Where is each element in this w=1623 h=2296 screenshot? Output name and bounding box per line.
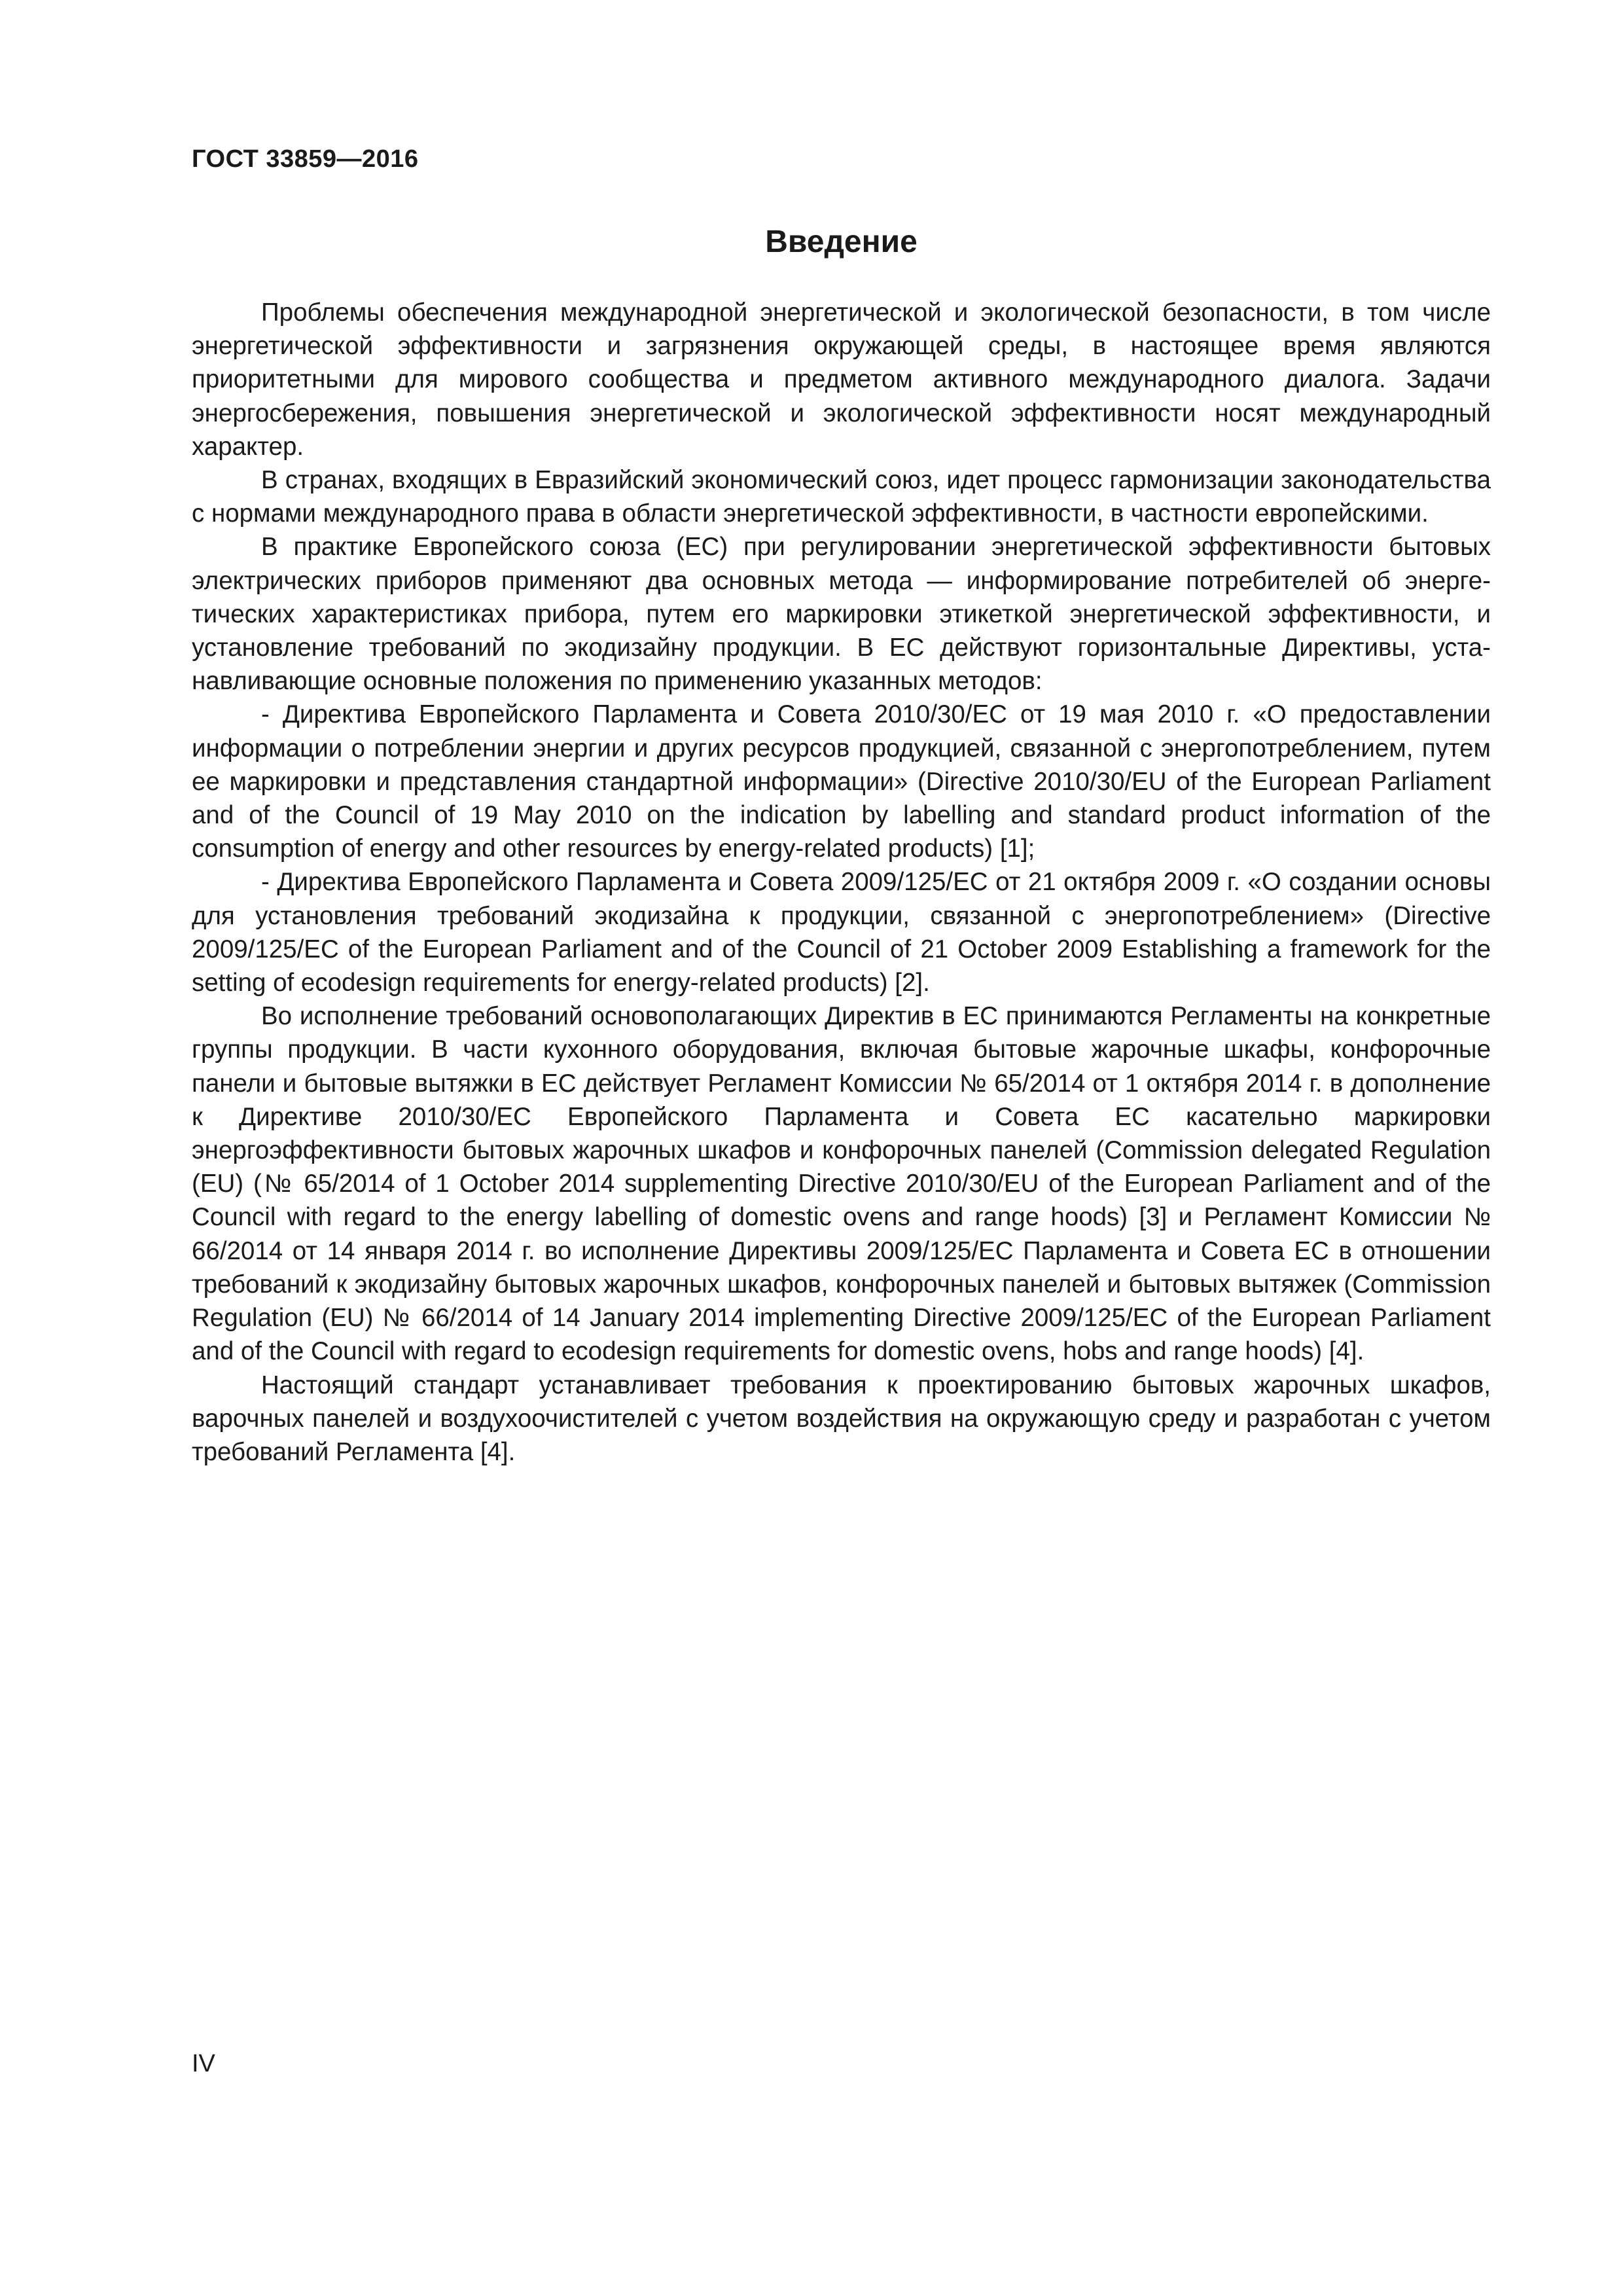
body-text bbox=[192, 296, 1491, 1469]
paragraph: Проблемы обеспечения международной энергетической и экологической безопасности, в том числе энергетической эффективности и загрязнения окружающей среды, в настоящее время являются приоритетными для мирового сообщества и предметом активного международного диалога. Задачи энергосбережения, повышения энергетической и экологической эффективности носят международный характер. bbox=[192, 298, 1491, 461]
paragraph: Настоящий стандарт устанавливает требования к проектированию бытовых жарочных шкафов, варочных панелей и воздухоочистителей с учетом воздействия на окружающую среду и разработан с учетом требований Регламента [4]. bbox=[192, 1371, 1491, 1466]
list-item: - Директива Европейского Парламента и Совета 2010/30/ЕС от 19 мая 2010 г. «О предоставлении информации о потреблении энергии и других ресурсов продукцией, связанной с энергопотреблением, путем ее маркировки и представления стандартной информации» (Directive 2010/30/EU of the European Parliament and of the Council of 19 May 2010 on the indication by labelling and standard product information of the consumption of energy and other resources by energy-related products) [1]; bbox=[192, 700, 1491, 863]
paragraph: Во исполнение требований основополагающих Директив в ЕС принимаются Регламенты на конкретные группы продукции. В части кухонного оборудования, включая бытовые жарочные шкафы, конфорочные панели и бытовые вытяжки в ЕС действует Регламент Комиссии № 65/2014 от 1 октября 2014 г. в дополнение к Директиве 2010/30/ЕС Европейского Парламента и Совета ЕС касательно маркировки энергоэффективности бытовых жарочных шкафов и конфорочных панелей (Commission delegated Regulation (EU) (№ 65/2014 of 1 October 2014 supplementing Directive 2010/30/EU of the European Parliament and of the Council with regard to the energy labelling of domestic ovens and range hoods) [3] и Регламент Комиссии № 66/2014 от 14 января 2014 г. во исполнение Директивы 2009/125/ЕС Парламента и Совета ЕС в отношении требований к экодизайну бытовых жарочных шкафов, конфорочных панелей и бытовых вытяжек (Commission Regulation (EU) № 66/2014 of 14 January 2014 implementing Directive 2009/125/EC of the European Parliament and of the Council with regard to ecodesign requirements for domestic ovens, hobs and range hoods) [4]. bbox=[192, 1002, 1491, 1366]
paragraph: В странах, входящих в Евразийский экономический союз, идет процесс гармонизации законодательства с нормами международного права в области энергетической эффективности, в частности европейскими. bbox=[192, 466, 1491, 528]
paragraph: В практике Европейского союза (ЕС) при регулировании энергетической эффективности бытовых электрических приборов применяют два основных метода — информирование потребителей об энергетических характеристиках прибора, путем его маркировки этикеткой энергетической эффективности, и установление требований по экодизайну продукции. В ЕС действуют горизонтальные Директивы, устанавливающие основные положения по применению указанных методов: bbox=[192, 533, 1491, 696]
section-title: Введение bbox=[765, 224, 918, 259]
document-code: ГОСТ 33859—2016 bbox=[192, 145, 419, 173]
page-number: IV bbox=[192, 2050, 215, 2077]
list-item: - Директива Европейского Парламента и Совета 2009/125/ЕС от 21 октября 2009 г. «О создании основы для установления требований экодизайна к продукции, связанной с энергопотреблением» (Directive 2009/125/EC of the European Parliament and of the Council of 21 October 2009 Establishing a framework for the setting of ecodesign requirements for energy-related products) [2]. bbox=[192, 868, 1491, 997]
